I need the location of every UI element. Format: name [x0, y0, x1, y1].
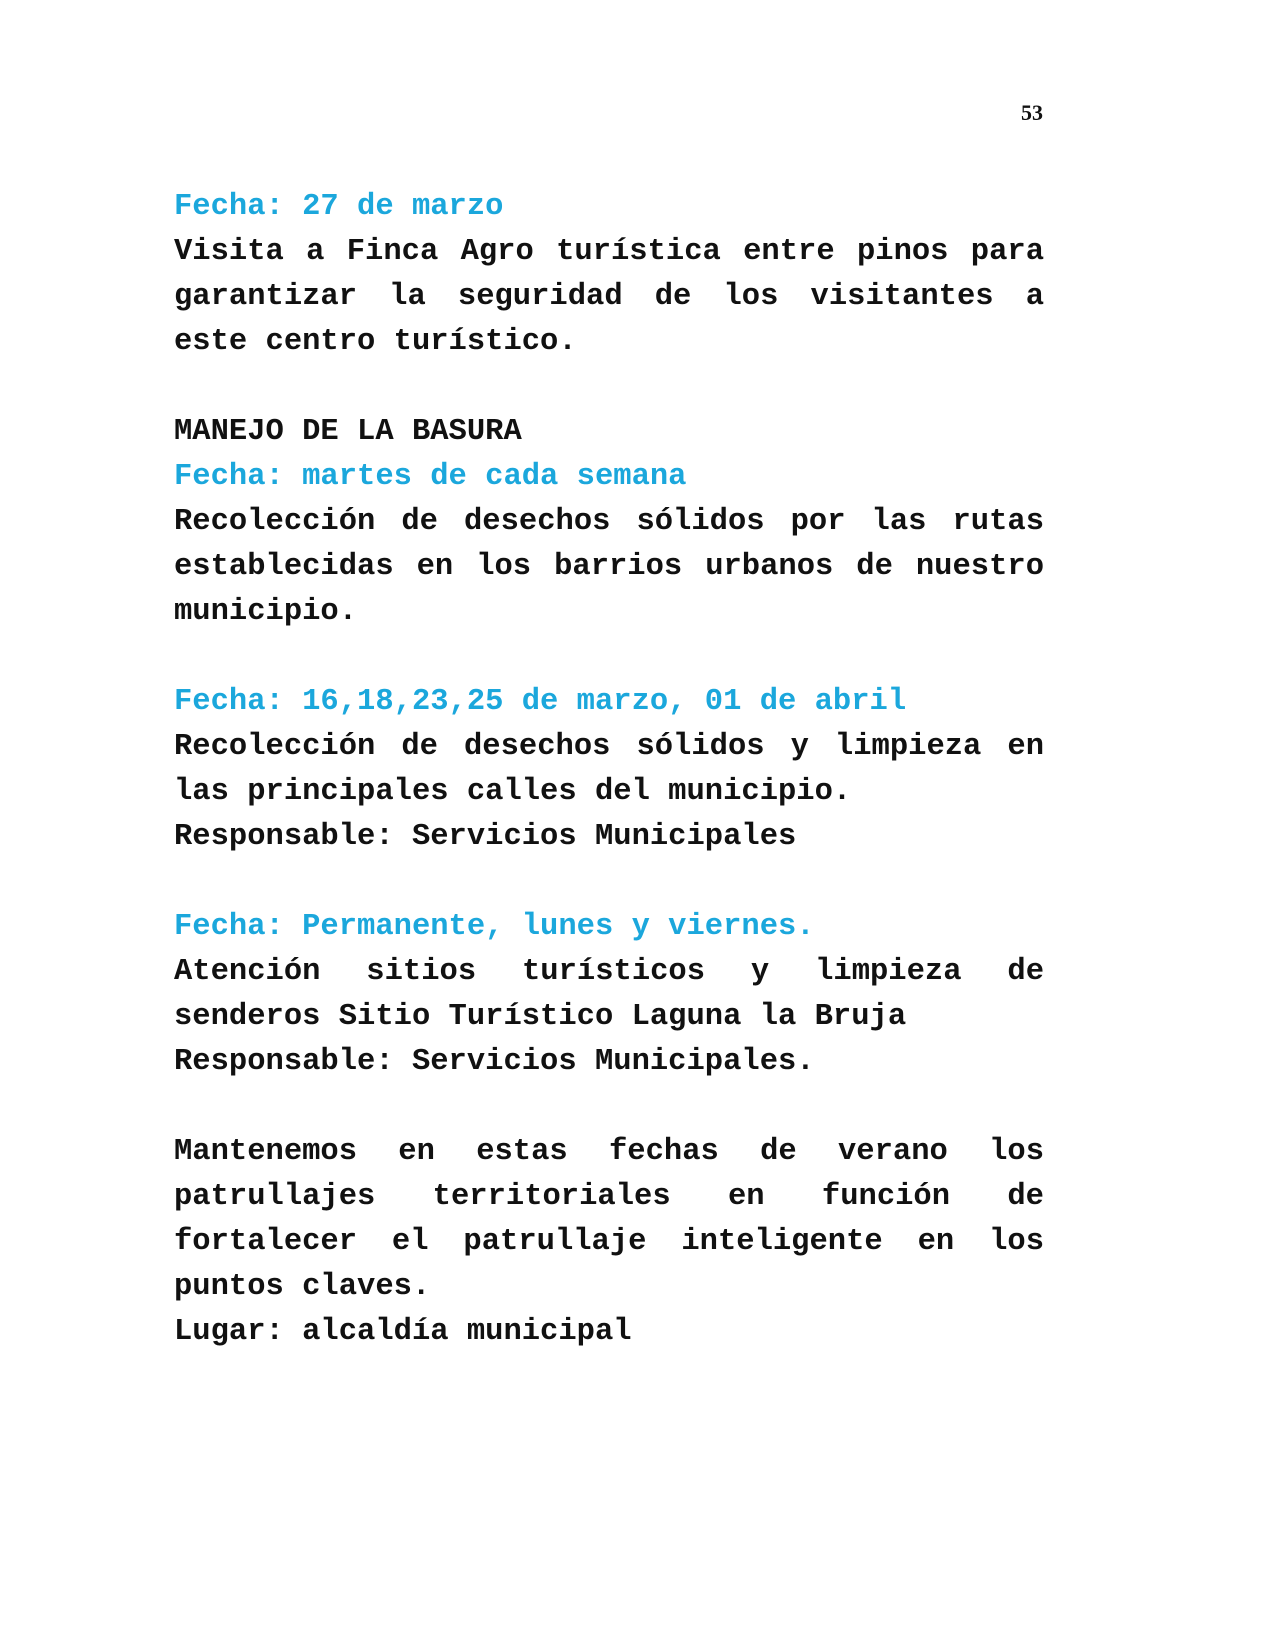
page-number: 53	[1021, 100, 1043, 125]
spacer	[174, 635, 1044, 680]
place-line: Lugar: alcaldía municipal	[174, 1315, 632, 1349]
spacer	[174, 1085, 1044, 1130]
date-line: Fecha: 27 de marzo	[174, 190, 504, 224]
spacer	[174, 860, 1044, 905]
spacer	[174, 365, 1044, 410]
date-line: Fecha: Permanente, lunes y viernes.	[174, 910, 815, 944]
paragraph: Mantenemos en estas fechas de verano los patrullajes territoriales en función de fortalecer el patrullaje inteligente en los puntos claves.	[174, 1135, 1044, 1304]
date-line: Fecha: 16,18,23,25 de marzo, 01 de abril	[174, 685, 907, 719]
document-body	[174, 185, 1044, 1355]
responsible-line: Responsable: Servicios Municipales.	[174, 1045, 815, 1079]
date-line: Fecha: martes de cada semana	[174, 460, 687, 494]
section-heading: MANEJO DE LA BASURA	[174, 415, 522, 449]
paragraph: Recolección de desechos sólidos y limpieza en las principales calles del municipio.	[174, 730, 1044, 809]
responsible-line: Responsable: Servicios Municipales	[174, 820, 797, 854]
paragraph: Atención sitios turísticos y limpieza de senderos Sitio Turístico Laguna la Bruja	[174, 955, 1044, 1034]
paragraph: Visita a Finca Agro turística entre pinos para garantizar la seguridad de los visitantes a este centro turístico.	[174, 235, 1044, 359]
paragraph: Recolección de desechos sólidos por las rutas establecidas en los barrios urbanos de nuestro municipio.	[174, 505, 1044, 629]
